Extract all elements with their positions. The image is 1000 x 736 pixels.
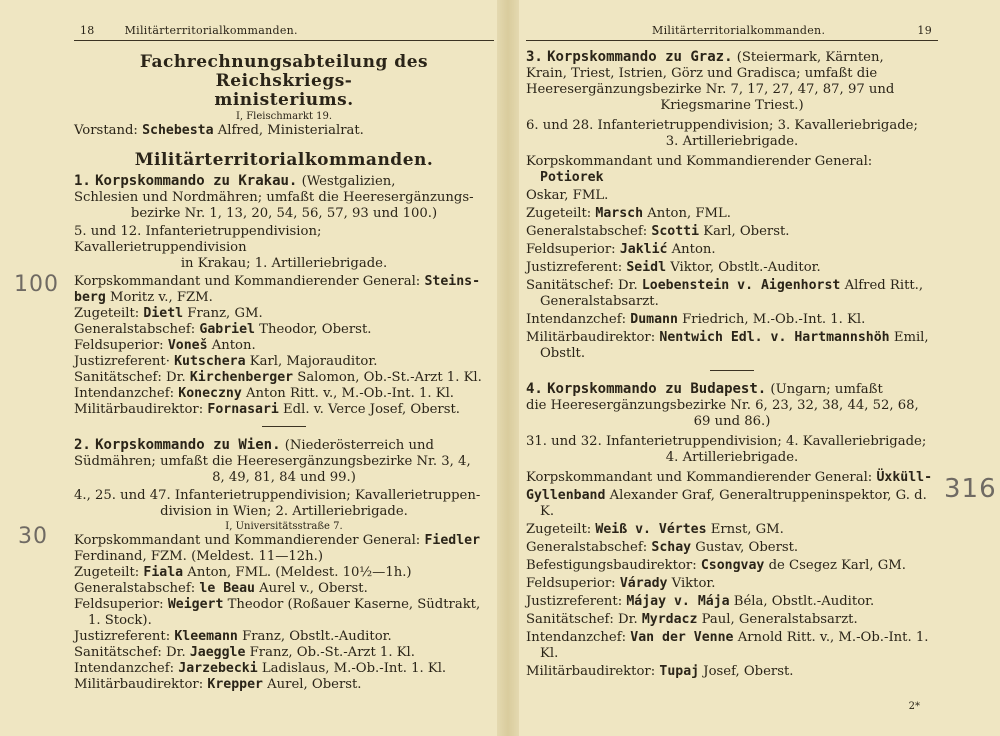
staff-name: Gabriel	[199, 322, 255, 337]
staff-name: Fiedler	[424, 533, 481, 548]
staff-entry	[74, 354, 494, 370]
staff-detail: Franz, Ob.-St.-Arzt 1. Kl.	[249, 645, 415, 660]
section-divider	[710, 370, 754, 371]
staff-role: Generalstabschef:	[526, 540, 648, 555]
staff-detail: Theodor (Roßauer Kaserne, Südtrakt, 1. Stock).	[88, 597, 481, 628]
staff-entry	[74, 386, 494, 402]
staff-name: Várady	[619, 576, 668, 591]
staff-role: Zugeteilt:	[526, 522, 592, 537]
staff-detail: Friedrich, M.-Ob.-Int. 1. Kl.	[682, 312, 866, 327]
staff-detail: Josef, Oberst.	[703, 664, 794, 679]
margin-note-30: 30	[18, 524, 48, 549]
staff-entry	[74, 677, 494, 693]
section-divider	[262, 426, 306, 427]
staff-name: Marsch	[595, 206, 644, 221]
staff-entry	[526, 488, 938, 520]
right-page-number: 19	[917, 24, 932, 37]
staff-name: le Beau	[199, 581, 255, 596]
staff-name: Jaklić	[619, 242, 668, 257]
corps-1-title: Korpskommando zu Krakau.	[95, 173, 298, 189]
staff-role: Feldsuperior:	[74, 597, 164, 612]
staff-entry	[526, 330, 938, 362]
corps-2-staff-list	[74, 533, 494, 693]
staff-entry	[526, 260, 938, 276]
staff-entry	[74, 661, 494, 677]
staff-detail: Gustav, Oberst.	[695, 540, 799, 555]
staff-name: berg	[74, 290, 106, 305]
staff-role: Intendanzchef:	[526, 630, 627, 645]
staff-role: Justizreferent·	[74, 354, 170, 369]
staff-entry	[74, 370, 494, 386]
address-universitaetsstrasse: I, Universitätsstraße 7.	[225, 521, 343, 532]
staff-role: Sanitätschef: Dr.	[74, 370, 186, 385]
staff-name: Koneczny	[178, 386, 242, 401]
staff-entry	[526, 470, 938, 486]
staff-role: Generalstabschef:	[74, 581, 196, 596]
staff-entry	[526, 522, 938, 538]
staff-name: Loebenstein v. Aigenhorst	[641, 278, 841, 293]
margin-note-100: 100	[14, 272, 59, 297]
staff-detail: Alexander Graf, Generaltruppeninspektor, G. d. K.	[540, 488, 927, 519]
left-running-title: Militärterritorialkommanden.	[124, 24, 298, 37]
staff-entry	[74, 581, 494, 597]
staff-role: Sanitätschef: Dr.	[526, 612, 638, 627]
staff-name: Scotti	[651, 224, 700, 239]
staff-role: Feldsuperior:	[526, 576, 616, 591]
staff-role: Sanitätschef: Dr.	[526, 278, 638, 293]
staff-role: Feldsuperior:	[526, 242, 616, 257]
staff-entry	[526, 278, 938, 310]
left-page-number: 18	[80, 24, 95, 37]
staff-detail: Franz, Obstlt.-Auditor.	[242, 629, 392, 644]
staff-detail: Theodor, Oberst.	[259, 322, 372, 337]
staff-role: Zugeteilt:	[526, 206, 592, 221]
corps-2-block: 2. Korpskommando zu Wien. (Niederösterreich und Südmähren; umfaßt die Heeresergänzungsbezirke Nr. 3, 4, 8, 49, 81, 84 und 99.) 4., 25. und 47. Infanterietruppendivision; Kavallerietruppen- division in Wien; 2. Artilleriebrigade. I, Universitätsstraße 7. Korpskommandant und Kommandierender General: Fiedler Ferdinand, FZM. (Meldest. 11—12h.) Zugeteilt: Fiala Anton, FML. (Meldest. 10½—1h.) Generalstabschef: le Beau Aurel v., Oberst. Feldsuperior: Weigert Theodor (Roßauer Kaserne, Südtrakt, 1. Stock). Justizreferent: Kleemann Franz, Obstlt.-Auditor. Sanitätschef: Dr. Jaeggle Franz, Ob.-St.-Arzt 1. Kl. Intendanzchef: Jarzebecki Ladislaus, M.-Ob.-Int. 1. Kl. Militärbaudirektor: Krepper Aurel, Oberst.	[74, 437, 494, 693]
staff-entry	[526, 630, 938, 662]
corps-1-block: 1. Korpskommando zu Krakau. (Westgalizien, Schlesien und Nordmähren; umfaßt die Heeresergänzungs- bezirke Nr. 1, 13, 20, 54, 56, 57, 93 und 100.) 5. und 12. Infanterietruppendivision; Kavallerietruppendivision in Krakau; 1. Artilleriebrigade. Korpskommandant und Kommandierender General: Steins- berg Moritz v., FZM. Zugeteilt: Dietl Franz, GM. Generalstabschef: Gabriel Theodor, Oberst. Feldsuperior: Voneš Anton. Justizreferent· Kutschera Karl, Majorauditor. Sanitätschef: Dr. Kirchenberger Salomon, Ob.-St.-Arzt 1. Kl. Intendanzchef: Koneczny Anton Ritt. v., M.-Ob.-Int. 1. Kl. Militärbaudirektor: Fornasari Edl. v. Verce Josef, Oberst.	[74, 173, 494, 418]
staff-detail: Aurel v., Oberst.	[259, 581, 368, 596]
staff-detail: Moritz v., FZM.	[109, 290, 213, 305]
staff-name: Krepper	[207, 677, 263, 692]
staff-detail: Karl, Oberst.	[703, 224, 790, 239]
staff-name: Üxküll-	[876, 470, 933, 485]
staff-role: Korpskommandant und Kommandierender General:	[74, 274, 421, 289]
staff-name: Nentwich Edl. v. Hartmannshöh	[659, 330, 890, 345]
staff-entry	[74, 549, 494, 565]
staff-role: Zugeteilt:	[74, 306, 140, 321]
corps-4-title: Korpskommando zu Budapest.	[547, 381, 767, 397]
corps-2-title: Korpskommando zu Wien.	[95, 437, 281, 453]
margin-note-316: 316	[944, 474, 997, 504]
staff-detail: Béla, Obstlt.-Auditor.	[733, 594, 875, 609]
staff-detail: Anton.	[211, 338, 256, 353]
staff-detail: Anton, FML.	[647, 206, 731, 221]
staff-entry	[526, 612, 938, 628]
staff-detail: Viktor.	[671, 576, 716, 591]
staff-role: Militärbaudirektor:	[74, 402, 204, 417]
left-running-head	[74, 18, 494, 41]
staff-detail: Emil, Obstlt.	[540, 330, 929, 361]
staff-detail: Viktor, Obstlt.-Auditor.	[670, 260, 821, 275]
corps-3-block: 3. Korpskommando zu Graz. (Steiermark, Kärnten, Krain, Triest, Istrien, Görz und Gradisca; umfaßt die Heeresergänzungsbezirke Nr. 7, 17, 27, 47, 87, 97 und Kriegsmarine Triest.) 6. und 28. Infanterietruppendivision; 3. Kavalleriebrigade; 3. Artilleriebrigade. Korpskommandant und Kommandierender General: Potiorek Oskar, FML. Zugeteilt: Marsch Anton, FML. Generalstabschef: Scotti Karl, Oberst. Feldsuperior: Jaklić Anton. Justizreferent: Seidl Viktor, Obstlt.-Auditor. Sanitätschef: Dr. Loebenstein v. Aigenhorst Alfred Ritt., Generalstabsarzt. Intendanzchef: Dumann Friedrich, M.-Ob.-Int. 1. Kl. Militärbaudirektor: Nentwich Edl. v. Hartmannshöh Emil, Obstlt.	[526, 49, 938, 362]
staff-detail: Paul, Generalstabsarzt.	[701, 612, 858, 627]
staff-detail: Alfred Ritt., Generalstabsarzt.	[540, 278, 924, 309]
staff-entry	[74, 533, 494, 549]
staff-name: Fiala	[143, 565, 184, 580]
staff-name: Potiorek	[540, 170, 604, 185]
corps-4-staff-list	[526, 470, 938, 680]
address-fleischmarkt: I, Fleischmarkt 19.	[235, 111, 333, 122]
staff-detail: Aurel, Oberst.	[267, 677, 362, 692]
staff-name: Gyllenband	[526, 488, 606, 503]
staff-detail: Edl. v. Verce Josef, Oberst.	[283, 402, 460, 417]
staff-role: Justizreferent:	[74, 629, 171, 644]
book-gutter	[497, 0, 519, 736]
staff-name: Csongvay	[700, 558, 765, 573]
staff-name: Weiß v. Vértes	[595, 522, 707, 537]
staff-name: Jarzebecki	[178, 661, 258, 676]
staff-entry	[74, 322, 494, 338]
right-running-head	[526, 18, 938, 41]
staff-name: Voneš	[167, 338, 208, 353]
staff-name: Van der Venne	[630, 630, 734, 645]
staff-name: Weigert	[167, 597, 224, 612]
staff-entry	[74, 338, 494, 354]
staff-name: Májay v. Mája	[626, 594, 730, 609]
staff-detail: Franz, GM.	[187, 306, 263, 321]
staff-name: Dumann	[630, 312, 678, 327]
staff-detail: Karl, Majorauditor.	[249, 354, 378, 369]
staff-detail: Ladislaus, M.-Ob.-Int. 1. Kl.	[261, 661, 447, 676]
staff-entry	[74, 629, 494, 645]
staff-detail: Salomon, Ob.-St.-Arzt 1. Kl.	[297, 370, 482, 385]
staff-entry	[74, 597, 494, 629]
vorstand-line: Vorstand: Schebesta Alfred, Ministerialrat.	[74, 123, 364, 138]
staff-entry	[526, 540, 938, 556]
staff-role: Feldsuperior:	[74, 338, 164, 353]
corps-4-block: 4. Korpskommando zu Budapest. (Ungarn; umfaßt die Heeresergänzungsbezirke Nr. 6, 23, 32, 38, 44, 52, 68, 69 und 86.) 31. und 32. Infanterietruppendivision; 4. Kavalleriebrigade; 4. Artilleriebrigade. Korpskommandant und Kommandierender General: Üxküll- Gyllenband Alexander Graf, Generaltruppeninspektor, G. d. K. Zugeteilt: Weiß v. Vértes Ernst, GM. Generalstabschef: Schay Gustav, Oberst. Befestigungsbaudirektor: Csongvay de Csegez Karl, GM. Feldsuperior: Várady Viktor. Justizreferent: Májay v. Mája Béla, Obstlt.-Auditor. Sanitätschef: Dr. Myrdacz Paul, Generalstabsarzt. Intendanzchef: Van der Venne Arnold Ritt. v., M.-Ob.-Int. 1. Kl. Militärbaudirektor: Tupaj Josef, Oberst.	[526, 381, 938, 680]
staff-name: Kleemann	[174, 629, 238, 644]
staff-role: Intendanzchef:	[74, 661, 175, 676]
heading-militaerterritorial: Militärterritorialkommanden.	[134, 150, 434, 170]
staff-name: Steins-	[424, 274, 481, 289]
staff-detail: Ernst, GM.	[710, 522, 784, 537]
staff-role: Militärbaudirektor:	[526, 330, 656, 345]
staff-name: Tupaj	[659, 664, 700, 679]
staff-entry	[74, 306, 494, 322]
staff-role: Intendanzchef:	[74, 386, 175, 401]
staff-role: Militärbaudirektor:	[526, 664, 656, 679]
staff-role: Justizreferent:	[526, 594, 623, 609]
left-page	[74, 18, 494, 726]
staff-entry	[526, 664, 938, 680]
staff-name: Dietl	[143, 306, 184, 321]
staff-name: Myrdacz	[641, 612, 698, 627]
staff-entry	[526, 242, 938, 258]
staff-name: Fornasari	[207, 402, 279, 417]
staff-name: Seidl	[626, 260, 667, 275]
heading-fachrechnung-1: Fachrechnungsabteilung des Reichskriegs-	[139, 52, 429, 91]
right-page	[526, 18, 938, 726]
staff-role: Sanitätschef: Dr.	[74, 645, 186, 660]
staff-detail: de Csegez Karl, GM.	[768, 558, 906, 573]
corps-1-staff-list	[74, 274, 494, 418]
staff-role: Militärbaudirektor:	[74, 677, 204, 692]
staff-role: Zugeteilt:	[74, 565, 140, 580]
staff-entry	[526, 576, 938, 592]
staff-entry	[526, 594, 938, 610]
staff-name: Schay	[651, 540, 692, 555]
staff-entry	[74, 402, 494, 418]
staff-entry	[74, 274, 494, 290]
staff-role: Intendanzchef:	[526, 312, 627, 327]
staff-entry	[74, 565, 494, 581]
signature-mark: 2*	[908, 701, 920, 712]
staff-detail: Anton.	[671, 242, 716, 257]
staff-name: Kutschera	[174, 354, 246, 369]
corps-3-title: Korpskommando zu Graz.	[547, 49, 733, 65]
staff-entry	[74, 645, 494, 661]
staff-detail: Anton Ritt. v., M.-Ob.-Int. 1. Kl.	[246, 386, 455, 401]
staff-name: Jaeggle	[189, 645, 246, 660]
staff-entry	[526, 206, 938, 222]
staff-entry	[526, 558, 938, 574]
staff-entry	[526, 154, 938, 186]
staff-detail: Anton, FML. (Meldest. 10½—1h.)	[187, 565, 412, 580]
corps-3-staff-list	[526, 154, 938, 362]
staff-detail: Oskar, FML.	[526, 188, 609, 203]
staff-role: Korpskommandant und Kommandierender General:	[74, 533, 421, 548]
staff-detail: Arnold Ritt. v., M.-Ob.-Int. 1. Kl.	[540, 630, 929, 661]
staff-name: Kirchenberger	[189, 370, 294, 385]
staff-role: Korpskommandant und Kommandierender General:	[526, 154, 873, 169]
staff-entry	[526, 224, 938, 240]
staff-entry	[74, 290, 494, 306]
staff-role: Generalstabschef:	[526, 224, 648, 239]
staff-role: Korpskommandant und Kommandierender General:	[526, 470, 873, 485]
staff-entry	[526, 188, 938, 204]
staff-role: Generalstabschef:	[74, 322, 196, 337]
heading-fachrechnung-2: ministeriums.	[214, 90, 354, 110]
staff-role: Befestigungsbaudirektor:	[526, 558, 697, 573]
staff-role: Justizreferent:	[526, 260, 623, 275]
right-running-title: Militärterritorialkommanden.	[652, 24, 826, 37]
staff-detail: Ferdinand, FZM. (Meldest. 11—12h.)	[74, 549, 324, 564]
staff-entry	[526, 312, 938, 328]
